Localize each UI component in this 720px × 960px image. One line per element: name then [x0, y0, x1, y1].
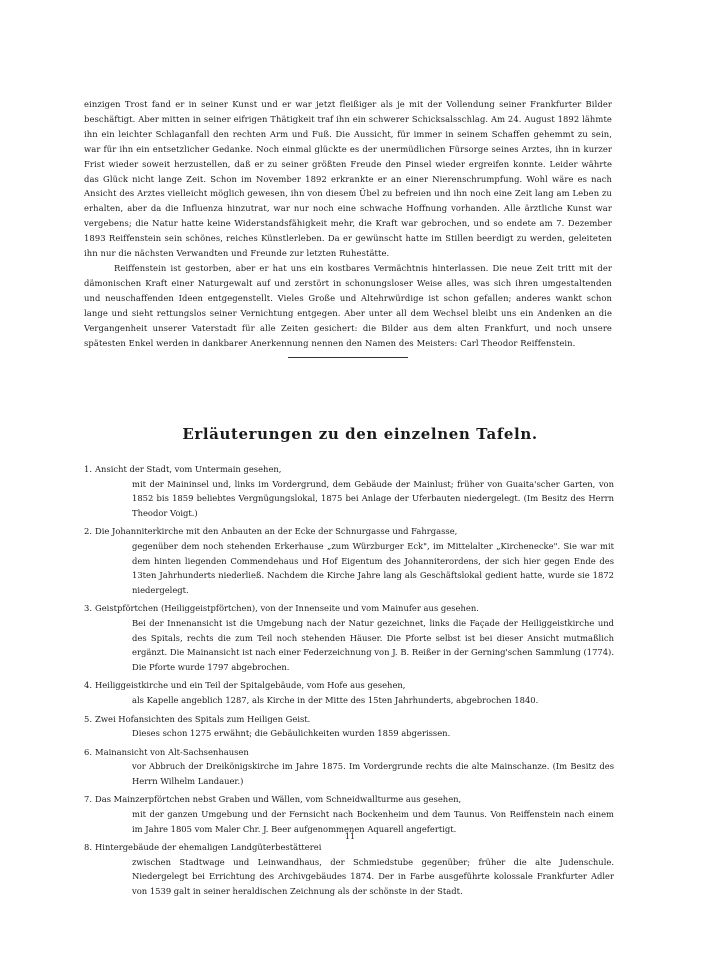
plate-item [84, 745, 614, 789]
plate-title: Heiliggeistkirche und ein Teil der Spitalgebäude, vom Hofe aus gesehen, [95, 680, 406, 691]
plate-item [84, 524, 614, 597]
plate-item [84, 792, 614, 836]
plate-number: 7. [84, 794, 92, 805]
intro-paragraph: einzigen Trost fand er in seiner Kunst und er war jetzt fleißiger als je mit der Vollendung seiner Frankfurter Bilder beschäftigt. Aber mitten in seiner eifrigen Thätigkeit traf ihn ein schwerer Schicksalsschlag. Am 24. August 1892 lähmte ihn ein leichter Schlaganfall den rechten Arm und Fuß. Die Aussicht, für immer in seinem Schaffen gehemmt zu sein, war für ihn ein entsetzlicher Gedanke. Noch einmal glückte es der unermüdlichen Fürsorge seines Arztes, ihn in kurzer Frist wieder soweit herzustellen, daß er zu seiner größten Freude den Pinsel wieder ergreifen konnte. Leider währte das Glück nicht lange Zeit. Schon im November 1892 erkrankte er an einer Nierenschrumpfung. Wohl wäre es nach Ansicht des Arztes vielleicht möglich gewesen, ihn von diesem Übel zu befreien und ihn noch eine Zeit lang am Leben zu erhalten, aber da die Influenza hinzutrat, war nur noch eine schwache Hoffnung vorhanden. Alle ärztliche Kunst war vergebens; die Natur hatte keine Widerstandsfähigkeit mehr, die Kraft war gebrochen, und so endete am 7. Dezember 1893 Reiffenstein sein schönes, reiches Künstlerleben. Da er gewünscht hatte im Stillen beerdigt zu werden, geleiteten ihn nur die nächsten Verwandten und Freunde zur letzten Ruhestätte. [84, 99, 612, 259]
plate-item [84, 678, 614, 707]
plate-title-line [84, 792, 614, 807]
plate-description: mit der ganzen Umgebung und der Fernsicht nach Bockenheim und dem Taunus. Von Reiffenstein nach einem im Jahre 1805 vom Maler Chr. J. Beer aufgenommenen Aquarell angefertigt. [132, 809, 614, 834]
plate-description: vor Abbruch der Dreikönigskirche im Jahre 1875. Im Vordergrunde rechts die alte Mainschanze. (Im Besitz des Herrn Wilhelm Landauer.) [132, 761, 614, 786]
plate-number: 1. [84, 464, 92, 474]
plate-item [84, 712, 614, 741]
plate-number: 6. [84, 746, 92, 757]
plate-description: mit der Maininsel und, links im Vordergrund, dem Gebäude der Mainlust; früher von Guaita'scher Garten, von 1852 bis 1859 beliebtes Vergnügungslokal, 1875 bei Anlage der Uferbauten niedergelegt. (Im Besitz des Herrn Theodor Voigt.) [132, 478, 614, 518]
plate-title-line [84, 840, 614, 855]
plate-item [84, 601, 614, 674]
plate-number: 3. [84, 603, 92, 614]
plate-title: Die Johanniterkirche mit den Anbauten an der Ecke der Schnurgasse und Fahrgasse, [95, 526, 458, 537]
section-divider [288, 357, 408, 358]
plate-title: Zwei Hofansichten des Spitals zum Heiligen Geist. [95, 713, 311, 724]
plate-number: 4. [84, 680, 92, 691]
plate-description: Dieses schon 1275 erwähnt; die Gebäulichkeiten wurden 1859 abgerissen. [132, 728, 451, 739]
plate-number: 2. [84, 526, 92, 537]
plate-number: 5. [84, 713, 92, 724]
plate-title-line [84, 712, 614, 727]
plate-item [84, 462, 614, 520]
plate-title: Das Mainzerpförtchen nebst Graben und Wällen, vom Schneidwallturme aus gesehen, [95, 794, 462, 805]
plate-title-line [84, 601, 614, 616]
plate-title-line [84, 524, 614, 539]
plate-description: Bei der Innenansicht ist die Umgebung nach der Natur gezeichnet, links die Façade der Heiliggeistkirche und des Spitals, rechts die zum Teil noch stehenden Häuser. Die Pforte selbst ist bei dieser Ansicht mutmaßlich ergänzt. Die Mainansicht ist nach einer Federzeichnung von J. B. Reißer in der Gerning'schen Sammlung (1774). Die Pforte wurde 1797 abgebrochen. [132, 617, 614, 672]
plate-title: Hintergebäude der ehemaligen Landgüterbestätterei [95, 842, 322, 853]
intro-paragraph: Reiffenstein ist gestorben, aber er hat uns ein kostbares Vermächtnis hinterlassen. Die neue Zeit tritt mit der dämonischen Kraft einer Naturgewalt auf und zerstört in schonungsloser Weise alles, was sich ihren umgestaltenden und neuschaffenden Ideen entgegenstellt. Vieles Große und Altehrwürdige ist schon gefallen; anderes wankt schon lange und sieht rettungslos seiner Vernichtung entgegen. Aber unter all dem Wechsel bleibt uns ein Andenken an die Vergangenheit unserer Vaterstadt für alle Zeiten gesichert: die Bilder aus dem alten Frankfurt, und noch unsere spätesten Enkel werden in dankbarer Anerkennung nennen den Namen des Meisters: Carl Theodor Reiffenstein. [84, 262, 612, 348]
page-number: 11 [344, 832, 356, 841]
plate-item [84, 840, 614, 898]
plate-title: Geistpförtchen (Heiliggeistpförtchen), von der Innenseite und vom Mainufer aus gesehen. [95, 603, 479, 614]
plate-title-line [84, 678, 614, 693]
plate-description: gegenüber dem noch stehenden Erkerhause „zum Würzburger Eck", im Mittelalter „Kirchenecke". Sie war mit dem hinten liegenden Commendehaus und Hof Eigentum des Johanniterordens, der sich hier gegen Ende des 13ten Jahrhunderts niederließ. Nachdem die Kirche Jahre lang als Geschäftslokal gedient hatte, wurde sie 1872 niedergelegt. [132, 540, 614, 595]
plate-number: 8. [84, 842, 92, 853]
intro-text [84, 97, 612, 350]
plate-title-line [84, 745, 614, 760]
plate-title-line [84, 462, 614, 477]
plate-title: Ansicht der Stadt, vom Untermain gesehen, [95, 464, 282, 474]
plate-description: zwischen Stadtwage und Leinwandhaus, der Schmiedstube gegenüber; früher die alte Judenschule. Niedergelegt bei Errichtung des Archivgebäudes 1874. Der in Farbe ausgeführte kolossale Frankfurter Adler von 1539 galt in seiner heraldischen Zeichnung als der schönste in der Stadt. [132, 856, 614, 897]
plate-title: Mainansicht von Alt-Sachsenhausen [95, 746, 249, 757]
section-heading: Erläuterungen zu den einzelnen Tafeln. [182, 425, 538, 443]
plate-description: als Kapelle angeblich 1287, als Kirche in der Mitte des 15ten Jahrhunderts, abgebrochen 1840. [132, 694, 539, 705]
